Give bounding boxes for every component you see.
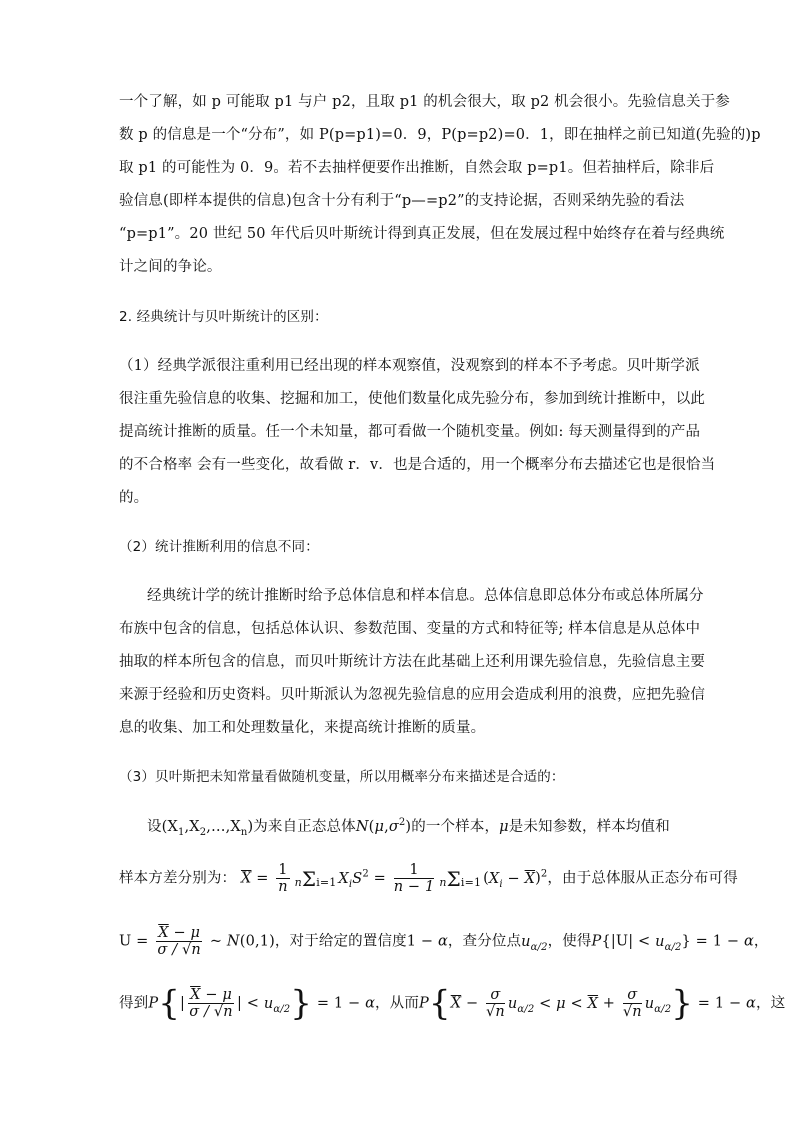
paragraph-line: 息的收集、加工和处理数量化，来提高统计推断的质量。 xyxy=(119,720,486,736)
paragraph-line: 数 p 的信息是一个“分布”，如 P(p=p1)=0．9，P(p=p2)=0．1，即在抽样之前已知道(先验的)p xyxy=(119,127,761,143)
paragraph-line: 计之间的争论。 xyxy=(119,259,222,275)
paragraph-line: 来源于经验和历史资料。贝叶斯派认为忽视先验信息的应用会造成利用的浪费，应把先验信 xyxy=(119,687,705,703)
formula-line-2: 样本方差分别为： $\overline{X}$ = $\frac{1}{n}$ nΣi=1 $X_iS^2$ = $\frac{1}{n - 1}$ nΣi=1 $(X_i - \overline{X})^2$，由于总体服从正态分布可得 xyxy=(119,862,738,895)
paragraph-line: 抽取的样本所包含的信息，而贝叶斯统计方法在此基础上还利用课先验信息，先验信息主要 xyxy=(119,654,705,670)
paragraph-line: （1）经典学派很注重利用已经出现的样本观察值，没观察到的样本不予考虑。贝叶斯学派 xyxy=(119,358,700,374)
paragraph-line: 取 p1 的可能性为 0．9。若不去抽样便要作出推断，自然会取 p=p1。但若抽样后，除非后 xyxy=(119,160,715,176)
formula-line-1: 设$(X_1,X_2,\dots,X_n)$为来自正态总体$N(\mu,\sigma^2)$的一个样本，μ是未知参数，样本均值和 xyxy=(147,817,670,838)
formula-line-3: U = $\frac{\overline{X} - \mu}{\sigma / √n}$ ~ N(0,1)，对于给定的置信度1 − α，查分位点$u_{\alpha/2}$，使得$P\{|U| < u_{\alpha/2}\} = 1 - \alpha$， xyxy=(119,925,769,958)
section-heading: 2. 经典统计与贝叶斯统计的区别： xyxy=(119,309,328,325)
paragraph-line: “p=p1”。20 世纪 50 年代后贝叶斯统计得到真正发展，但在发展过程中始终存在着与经典统 xyxy=(119,226,725,242)
normal-dist: N xyxy=(355,818,369,835)
paragraph-line: 的。 xyxy=(119,490,149,506)
paragraph-line: 的不合格率 会有一些变化，故看做 r．v．也是合适的，用一个概率分布去描述它也是很恰当 xyxy=(119,457,716,473)
paragraph-line: 布族中包含的信息，包括总体认识、参数范围、变量的方式和特征等; 样本信息是从总体中 xyxy=(119,621,701,637)
paragraph-line: 经典统计学的统计推断时给予总体信息和样本信息。总体信息即总体分布或总体所属分 xyxy=(147,588,704,604)
paragraph-line: 提高统计推断的质量。任一个未知量，都可看做一个随机变量。例如: 每天测量得到的产品 xyxy=(119,424,701,440)
formula-line-4: 得到P{| $\frac{\overline{X} - \mu}{\sigma / √n}$ | < $u_{\alpha/2}\} = 1 - \alpha$，从而$P\{\overline{X}$ − $\frac{\sigma}{√n}$ $u_{\alpha/2} < \mu < \overline{X}$ + $\frac{\sigma}{√n}$ $u_{\alpha/2}\} = 1 - \alpha$，这 xyxy=(119,983,786,1024)
item-heading: （3）贝叶斯把未知常量看做随机变量，所以用概率分布来描述是合适的： xyxy=(119,769,565,785)
paragraph-line: 验信息(即样本提供的信息)包含十分有利于“p—=p2”的支持论据，否则采纳先验的看法 xyxy=(119,193,685,209)
paragraph-line: 很注重先验信息的收集、挖掘和加工，使他们数量化成先验分布，参加到统计推断中，以此 xyxy=(119,391,705,407)
paragraph-line: 一个了解，如 p 可能取 p1 与户 p2，且取 p1 的机会很大，取 p2 机会很小。先验信息关于参 xyxy=(119,94,730,110)
item-heading: （2）统计推断利用的信息不同： xyxy=(119,539,319,555)
sample-tuple: $(X_1,X_2,\dots,X_n)$ xyxy=(161,818,254,838)
